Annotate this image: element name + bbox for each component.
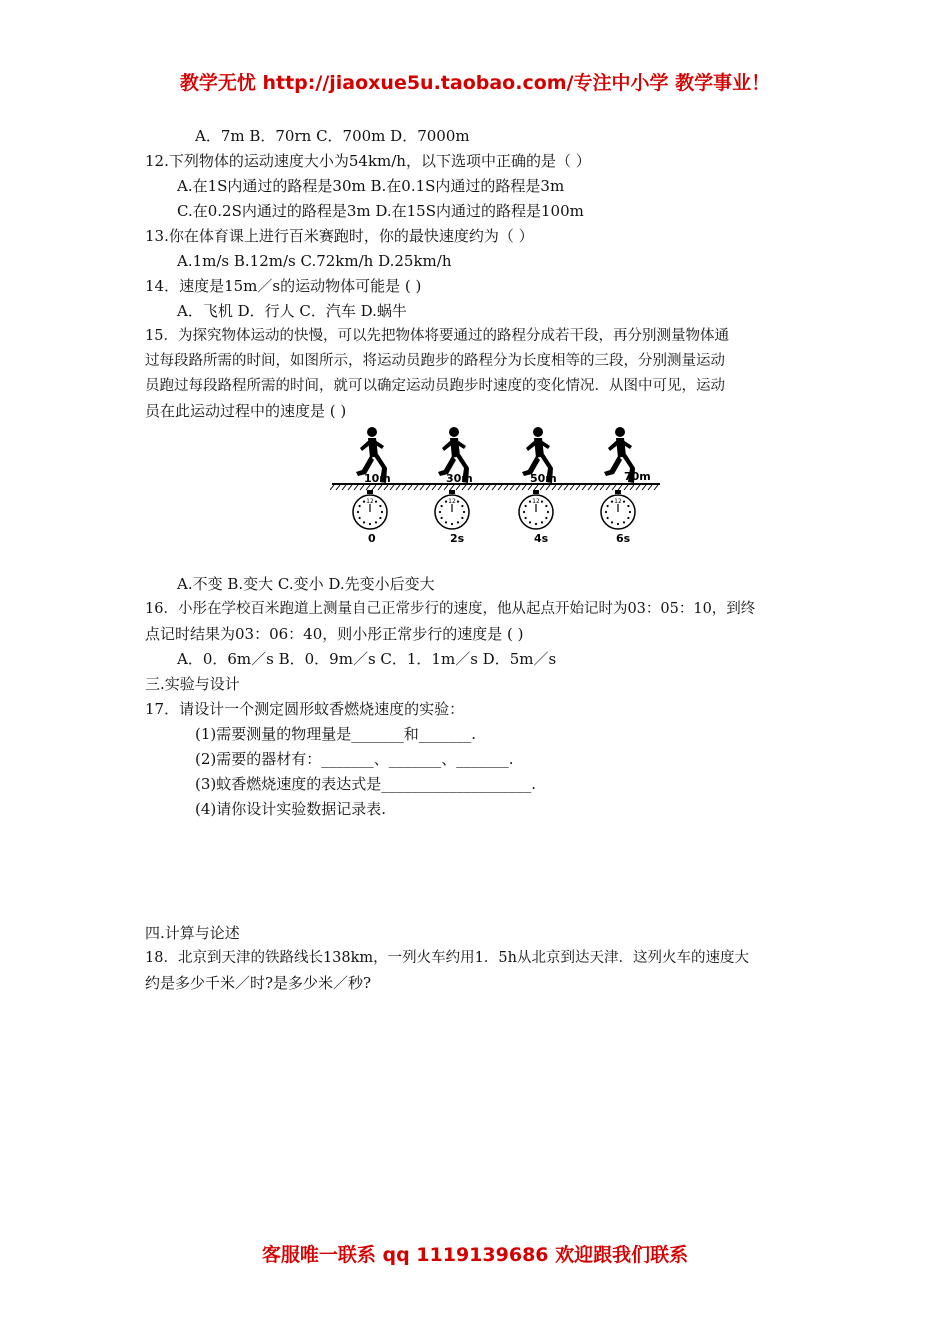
q14-stem: 14．速度是15m／s的运动物体可能是 ( )	[145, 277, 422, 295]
page-header: 教学无忧 http://jiaoxue5u.taobao.com/专注中小学 教学事业！	[179, 72, 771, 94]
q15-line3: 员跑过每段路程所需的时间，就可以确定运动员跑步时速度的变化情况．从图中可见，运动	[145, 378, 725, 394]
section4-title: 四.计算与论述	[145, 924, 240, 942]
q15-line2: 过每段路所需的时间，如图所示，将运动员跑步的路程分为长度相等的三段，分别测量运动	[145, 353, 725, 369]
q16-line2: 点记时结果为03：06：40，则小彤正常步行的速度是 ( )	[145, 625, 524, 643]
distance-label: 50m	[530, 472, 557, 485]
q17-stem: 17．请设计一个测定圆形蚊香燃烧速度的实验：	[145, 700, 465, 718]
runner-figure	[330, 420, 665, 550]
q17-part3: (3)蚊香燃烧速度的表达式是____________________.	[195, 775, 537, 793]
q15-options: A.不变 B.变大 C.变小 D.先变小后变大	[177, 575, 435, 593]
q18-line2: 约是多少千米／时?是多少米／秒?	[145, 974, 372, 992]
time-label: 0	[368, 532, 376, 545]
q18-line1: 18．北京到天津的铁路线长138km，一列火车约用1．5h从北京到达天津．这列火车的速度大	[145, 950, 749, 966]
q16-line1: 16．小彤在学校百米跑道上测量自己正常步行的速度，他从起点开始记时为03：05：10，到终	[145, 601, 756, 617]
time-label: 2s	[450, 532, 465, 545]
q17-part2: (2)需要的器材有：_______、_______、_______.	[195, 750, 514, 768]
q12-options-cd: C.在0.2S内通过的路程是3m D.在15S内通过的路程是100m	[177, 202, 584, 220]
clock-face-number: 12	[448, 498, 456, 505]
q17-part1: (1)需要测量的物理量是_______和_______.	[195, 725, 477, 743]
page-footer: 客服唯一联系 qq 1119139686 欢迎跟我们联系	[261, 1244, 689, 1266]
q12-stem: 12.下列物体的运动速度大小为54km/h，以下选项中正确的是（ ）	[145, 152, 591, 170]
q17-part4: (4)请你设计实验数据记录表.	[195, 800, 387, 818]
q14-options: A．飞机 D．行人 C．汽车 D.蜗牛	[177, 302, 407, 320]
time-label: 6s	[616, 532, 631, 545]
clock-face-number: 12	[614, 498, 622, 505]
q13-options: A.1m/s B.12m/s C.72km/h D.25km/h	[177, 252, 452, 270]
q16-options: A．0．6m／s B．0．9m／s C．1．1m／s D．5m／s	[177, 650, 557, 668]
q11-options: A．7m B．70rn C．700m D．7000m	[195, 127, 470, 145]
q13-stem: 13.你在体育课上进行百米赛跑时，你的最快速度约为（ ）	[145, 227, 534, 245]
q12-options-ab: A.在1S内通过的路程是30m B.在0.1S内通过的路程是3m	[177, 177, 565, 195]
q15-line1: 15．为探究物体运动的快慢，可以先把物体将要通过的路程分成若干段，再分别测量物体通	[145, 328, 729, 344]
distance-label: 70m	[624, 470, 651, 483]
q15-line4: 员在此运动过程中的速度是 ( )	[145, 402, 347, 420]
clock-face-number: 12	[366, 498, 374, 505]
distance-label: 10m	[364, 472, 391, 485]
time-label: 4s	[534, 532, 549, 545]
section3-title: 三.实验与设计	[145, 675, 240, 693]
distance-label: 30m	[446, 472, 473, 485]
clock-face-number: 12	[532, 498, 540, 505]
